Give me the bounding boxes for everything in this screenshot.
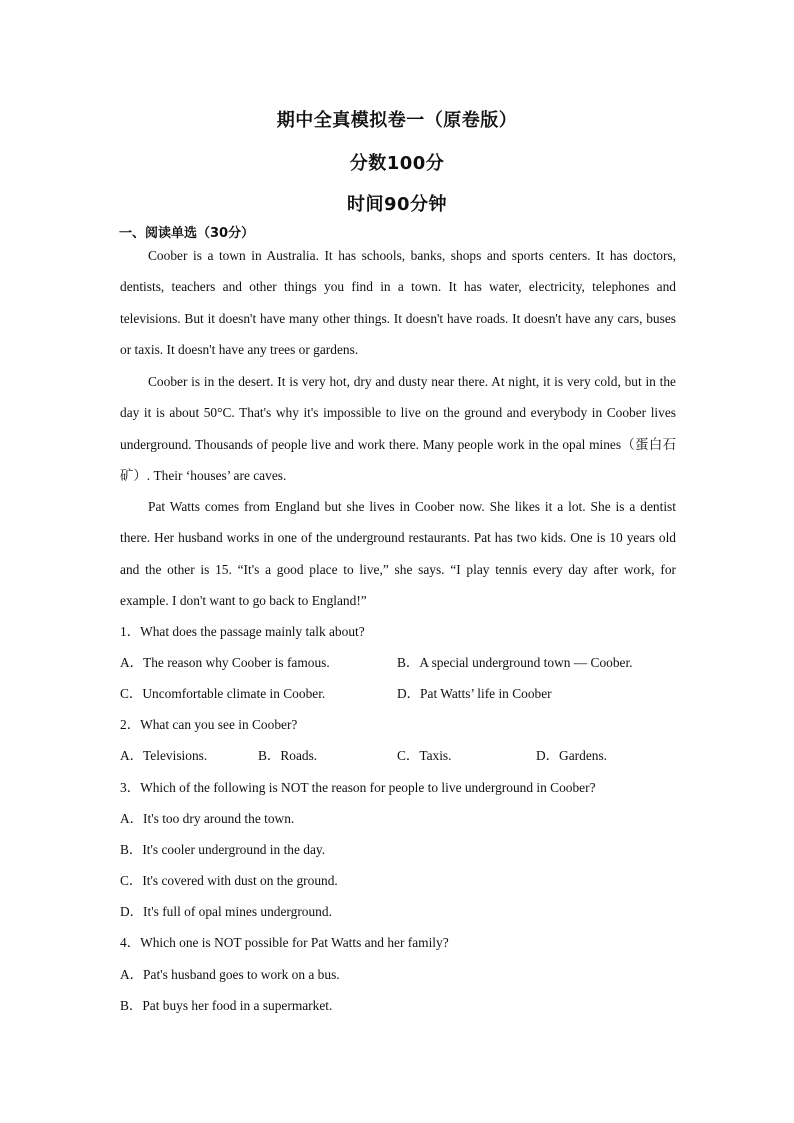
question-1-option-a[interactable]: A．The reason why Coober is famous. bbox=[120, 655, 330, 670]
page-title: 期中全真模拟卷一（原卷版） bbox=[276, 110, 518, 131]
passage-paragraph-3: Pat Watts comes from England but she lives in Coober now. She likes it a lot. She is a dentist there. Her husband works in one of the underground restaurants. Pat has two kids. One is 10 years old and the other is 15. “It's a good place to live,” she says. “I play tennis every day after work, for example. I don't want to go back to England!” bbox=[120, 499, 676, 608]
question-3-option-b[interactable]: B．It's cooler underground in the day. bbox=[120, 842, 326, 857]
question-1-option-c[interactable]: C．Uncomfortable climate in Coober. bbox=[120, 686, 326, 701]
question-2-option-c[interactable]: C．Taxis. bbox=[397, 748, 452, 763]
question-2-option-a[interactable]: A．Televisions. bbox=[120, 748, 208, 763]
question-3-option-a[interactable]: A．It's too dry around the town. bbox=[120, 811, 295, 826]
question-1-stem: 1．What does the passage mainly talk about? bbox=[120, 624, 365, 639]
question-1-option-b[interactable]: B．A special underground town — Coober. bbox=[397, 655, 633, 670]
score-label: 分数100分 bbox=[349, 153, 445, 174]
time-label: 时间90分钟 bbox=[346, 194, 448, 215]
question-2-stem: 2．What can you see in Coober? bbox=[120, 717, 298, 732]
question-2-option-d[interactable]: D．Gardens. bbox=[536, 748, 608, 763]
question-1-option-d[interactable]: D．Pat Watts’ life in Coober bbox=[397, 686, 552, 701]
passage-paragraph-1: Coober is a town in Australia. It has schools, banks, shops and sports centers. It has doctors, dentists, teachers and other things you find in a town. It has water, electricity, telephones and televisions. But it doesn't have many other things. It doesn't have roads. It doesn't have any cars, buses or taxis. It doesn't have any trees or gardens. bbox=[120, 248, 676, 357]
question-3-option-c[interactable]: C．It's covered with dust on the ground. bbox=[120, 873, 338, 888]
question-4-option-b[interactable]: B．Pat buys her food in a supermarket. bbox=[120, 998, 333, 1013]
question-4-stem: 4．Which one is NOT possible for Pat Watts and her family? bbox=[120, 935, 449, 950]
passage-paragraph-2: Coober is in the desert. It is very hot, dry and dusty near there. At night, it is very cold, but in the day it is about 50°C. That's why it's impossible to live on the ground and everybody in Coober lives underground. Thousands of people live and work there. Many people work in the opal mines（蛋白石矿）. Their ‘houses’ are caves. bbox=[120, 374, 676, 483]
question-3-option-d[interactable]: D．It's full of opal mines underground. bbox=[120, 904, 332, 919]
question-4-option-a[interactable]: A．Pat's husband goes to work on a bus. bbox=[120, 967, 340, 982]
question-3-stem: 3．Which of the following is NOT the reason for people to live underground in Coober? bbox=[120, 780, 596, 795]
section-heading: 一、阅读单选（30分） bbox=[119, 226, 255, 241]
question-2-option-b[interactable]: B．Roads. bbox=[258, 748, 318, 763]
